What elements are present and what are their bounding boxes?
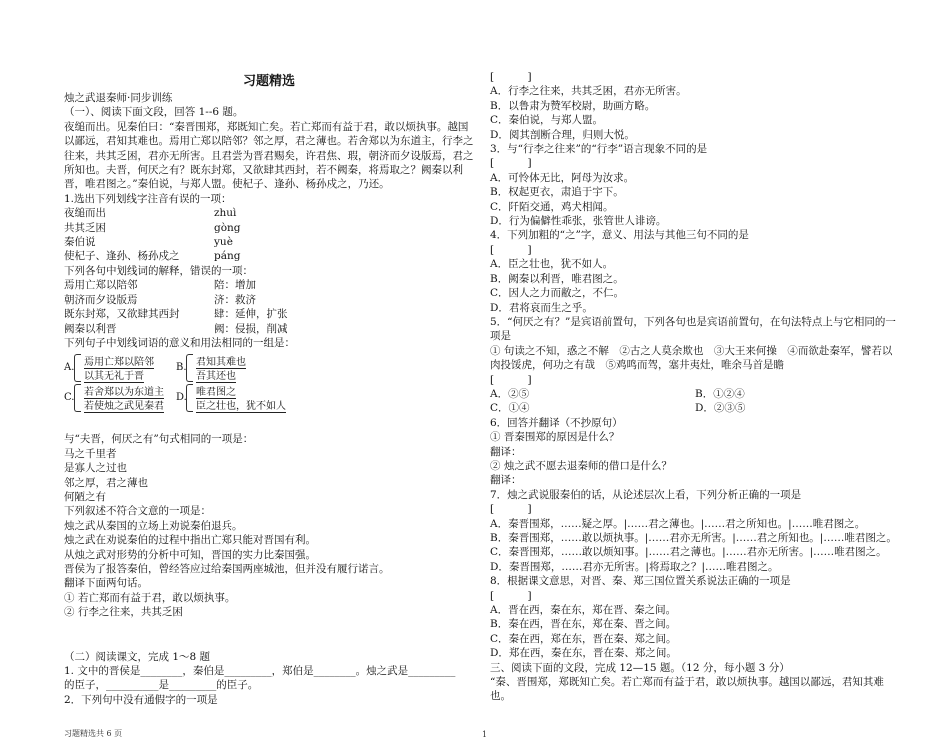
answer-bracket: [ ] [490,71,532,83]
q3-option-label: B. [176,362,187,374]
question-6: 翻译下面两句话。 [64,577,148,590]
option-line: A．秦晋围郑，……疑之厚。|……君之薄也。|……君之所知也。|……唯君图之。 [490,517,866,530]
q3-option-line: 以其无礼于晋 [84,367,144,383]
q5-option: 晋侯为了报答秦伯，曾经答应过给秦国两座城池，但并没有履行诺言。 [64,562,390,575]
q2-option-text: 阙秦以利晋 [64,322,117,335]
q1-option-text: 秦伯说 [64,236,96,249]
passage-text: 夜缒而出。见秦伯曰：“秦晋围郑，郑既知亡矣。若亡郑而有益于君，敢以烦执事。越国以鄙远，君知其难也。焉用亡郑以陪邻？邻之厚，君之薄也。若舍郑以为东道主，行李之往来，共其乏困，君亦无所害。且君尝为晋君赐矣，许君焦、瑕，朝济而夕设版焉，君之所知也。夫晋，何厌之有？既东封郑，又欲肆其西封，若不阙秦，将焉取之？阙秦以利晋，唯君图之。”秦伯说，与郑人盟。使杞子、逢孙、杨孙戍之，乃还。 [64,120,474,191]
q2-option [64,278,474,292]
q2-option-text: 焉用亡郑以陪邻 [64,279,138,292]
passage-excerpt: “秦、晋围郑，郑既知亡矣。若亡郑而有益于君，敢以烦执事。越国以鄙远，君知其难也。 [490,676,884,703]
q5-choice: C．①④ [490,402,530,415]
page-title: 习题精选 [242,74,295,89]
option-line: A．臣之壮也，犹不如人。 [490,258,614,271]
q1-option-text: 使杞子、逢孙、杨孙戍之 [64,250,180,263]
q4-option: 是寡人之过也 [64,462,127,475]
question-line: 4．下列加粗的“之”字，意义、用法与其他三句不同的是 [490,229,749,242]
q1-options [64,206,474,264]
option-line: A．晋在西，秦在东，郑在晋、秦之间。 [490,604,677,617]
s2-question-1-cont: 的臣子，__________是_________的臣子。 [64,679,259,692]
s2-question-1: 1. 文中的晋侯是________，秦伯是_________，郑伯是________。烛之武是_________ [64,665,456,677]
q2-options [64,278,474,336]
q5-option: 烛之武从秦国的立场上劝说秦伯退兵。 [64,519,243,532]
q2-option-gloss: 阙：侵损，削减 [214,322,288,335]
q3-option-label: D. [176,392,187,404]
right-lines-1 [490,70,900,344]
sub-question: ② 烛之武不愿去退秦师的借口是什么？ [490,459,672,472]
q3-option-line: 吾其还也 [196,367,236,383]
right-column [490,70,900,704]
s2-question-2: 2．下列句中没有通假字的一项是 [64,693,218,706]
answer-bracket: [ ] [490,157,532,170]
q4-option: 马之千里者 [64,447,117,460]
question-line: 6．回答并翻译（不抄原句） [490,416,623,429]
q3-option-line: 若舍郑以为东道主 [84,383,164,399]
left-column [64,70,474,707]
q1-option-text: 夜缒而出 [64,207,106,220]
q3-option-line: 臣之壮也，犹不如人 [196,397,286,413]
option-line: D．君将哀而生之乎。 [490,301,593,314]
q5-choice: A．②⑤ [490,387,530,400]
q1-option [64,235,474,249]
option-line: C．秦伯说，与郑人盟。 [490,114,604,127]
answer-bracket: [ ] [490,503,532,516]
option-line: C．秦晋围郑，……敢以烦知事。|……君之薄也。|……君亦无所害。|……唯君图之。 [490,546,887,559]
q1-option-pinyin: páng [214,250,241,263]
brace-icon [186,384,193,412]
q3-option-line: 君知其难也 [196,353,246,369]
question-1: 1.选出下列划线字注音有误的一项： [64,192,232,205]
option-line: C．因人之力而敝之，不仁。 [490,287,625,300]
q5-option: 从烛之武对形势的分析中可知，晋国的实力比秦国强。 [64,548,316,561]
footer-page-count: 习题精选共 6 页 [64,729,123,738]
sub-question: ① 晋秦围郑的原因是什么？ [490,431,620,444]
section-heading-2: （二）阅读课文，完成 1～8 题 [64,650,211,663]
q5-choice: B．①②④ [695,387,745,400]
q2-option [64,322,474,336]
question-4: 与“夫晋，何厌之有”句式相同的一项是： [64,433,254,446]
q2-option-gloss: 肆：延伸，扩张 [214,308,288,321]
q1-option-pinyin: gòng [214,221,241,234]
q2-option-text: 既东封郑，又欲肆其西封 [64,308,180,321]
option-line: D．阅其剖断合理，归则大悦。 [490,128,635,141]
subtitle: 烛之武退秦师·同步训练 [64,92,173,104]
question-line: 3．与“行李之往来”的“行李”语言现象不同的是 [490,143,708,156]
q5-numbered-options: ① 句读之不知，惑之不解 ②古之人莫余欺也 ③大王来何操 ④而欲赴秦军，譬若以肉投馁虎，何功之有哉 ⑤鸡鸣而驾，塞井夷灶，唯余马首是瞻 [490,344,893,372]
q3-option-label: C. [64,392,75,404]
spacer [64,620,474,650]
brace-icon [186,354,193,382]
q3-option-line: 焉用亡郑以陪邻 [84,353,154,369]
option-line: B．权起更衣，肃追于宇下。 [490,186,624,199]
q3-bracket-options [64,352,474,414]
q2-option [64,293,474,307]
answer-bracket: [ ] [490,373,532,386]
q1-option-text: 共其乏困 [64,221,106,234]
question-5: 下列叙述不符合文意的一项是： [64,505,211,518]
q1-option [64,221,474,235]
q2-option-text: 朝济而夕设版焉 [64,293,138,306]
q1-option-pinyin: yuè [214,236,233,249]
option-line: B．阙秦以利晋，唯君图之。 [490,272,624,285]
option-line: B．秦在西，晋在东，郑在秦、晋之间。 [490,618,677,631]
q4-option: 何陋之有 [64,490,106,503]
question-line: 8．根据课文意思，对晋、秦、郑三国位置关系说法正确的一项是 [490,575,791,588]
option-line: A．可怜体无比，阿母为汝求。 [490,171,635,184]
option-line: B．以鲁肃为赞军校尉，助画方略。 [490,99,656,112]
q1-option [64,249,474,263]
answer-bracket: [ ] [490,243,532,256]
option-line: B．秦晋围郑，……敢以烦执事。|……君亦无所害。|……君之所知也。|……唯君图之。 [490,532,897,544]
spacer [64,418,474,432]
option-line: D．郑在西，秦在东，晋在秦、郑之间。 [490,647,677,660]
q2-option [64,307,474,321]
translate-label: 翻译： [490,445,522,458]
question-line: 5．“何厌之有？”是宾语前置句，下列各句也是宾语前置句，在句法特点上与它相同的一项是 [490,315,896,343]
q5-option: 烛之武在劝说秦伯的过程中指出亡郑只能对晋国有利。 [64,534,316,547]
question-line: 7．烛之武说服秦伯的话，从论述层次上看，下列分析正确的一项是 [490,488,802,501]
brace-icon [74,384,81,412]
brace-icon [74,354,81,382]
question-3: 下列句子中划线词语的意义和用法相同的一组是： [64,336,295,349]
q3-option-label: A. [64,362,75,374]
option-line: C．阡陌交通，鸡犬相闻。 [490,200,614,213]
option-line: D．行为偏僻性乖张，张管世人诽谤。 [490,215,667,228]
q6-sentence: ① 若亡郑而有益于君，敢以烦执事。 [64,591,236,604]
q1-option [64,206,474,220]
q6-sentence: ② 行李之往来，共其乏困 [64,606,183,619]
q4-option: 邻之厚，君之薄也 [64,476,148,489]
q1-option-pinyin: zhuì [214,207,237,220]
answer-bracket: [ ] [490,589,532,602]
option-line: C．秦在西，郑在东，晋在秦、郑之间。 [490,632,677,645]
section-heading-3: 三、阅读下面的文段，完成 12—15 题。（12 分，每小题 3 分） [490,661,790,674]
q5-choice-row [490,401,900,415]
option-line: A．行李之往来，共其乏困，君亦无所害。 [490,85,687,98]
q2-option-gloss: 陪：增加 [214,279,256,292]
q3-option-line: 唯君图之 [196,383,236,399]
section-heading-1: （一）、阅读下面文段，回答 1--6 题。 [64,106,244,119]
translate-label: 翻译： [490,474,522,487]
q2-option-gloss: 济：救济 [214,293,256,306]
question-2: 下列各句中划线词的解释，错误的一项： [64,264,253,277]
q5-choice-row [490,387,900,401]
option-line: D．秦晋围郑，……君亦无所害。|将焉取之？|……唯君图之。 [490,560,779,573]
footer-page-number: 1 [482,730,488,739]
q5-choice: D．②③⑤ [695,402,746,415]
right-lines-2 [490,416,900,704]
q3-option-line: 若使烛之武见秦君 [84,397,164,413]
